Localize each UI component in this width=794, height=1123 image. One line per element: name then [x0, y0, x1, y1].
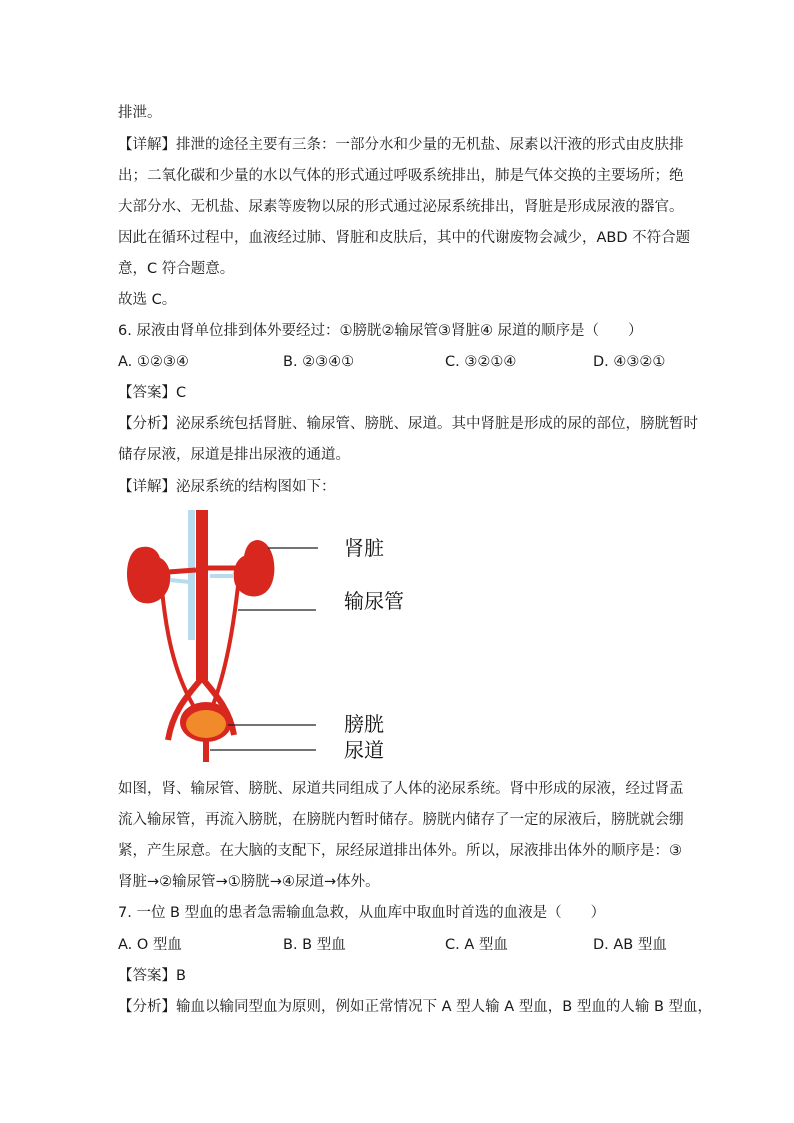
label-urethra: 尿道 [344, 738, 384, 762]
q6-option-c: C. ③②①④ [445, 354, 517, 370]
q7-option-b: B. B 型血 [283, 937, 346, 953]
text-line: 大部分水、无机盐、尿素等废物以尿的形式通过泌尿系统排出，肾脏是形成尿液的器官。 [118, 199, 684, 215]
aorta-vessel [196, 510, 208, 680]
text-line: 储存尿液，尿道是排出尿液的通道。 [118, 447, 350, 463]
q7-option-a: A. O 型血 [118, 937, 182, 953]
q6-option-d: D. ④③②① [593, 354, 666, 370]
text-line: 故选 C。 [118, 292, 177, 308]
text-line: 肾脏→②输尿管→①膀胱→④尿道→体外。 [118, 874, 380, 890]
answer-7: 【答案】B [118, 968, 186, 984]
label-ureter: 输尿管 [344, 589, 404, 613]
label-bladder: 膀胱 [344, 712, 384, 736]
answer-6: 【答案】C [118, 385, 187, 401]
question-6: 6. 尿液由肾单位排到体外要经过：①膀胱②输尿管③肾脏④ 尿道的顺序是（ ） [118, 323, 643, 339]
text-line: 意，C 符合题意。 [118, 261, 235, 277]
text-line: 流入输尿管，再流入膀胱，在膀胱内暂时储存。膀胱内储存了一定的尿液后，膀胱就会绷 [118, 812, 684, 828]
q6-option-b: B. ②③④① [283, 354, 355, 370]
text-line: 紧，产生尿意。在大脑的支配下，尿经尿道排出体外。所以，尿液排出体外的顺序是：③ [118, 843, 682, 859]
label-kidney: 肾脏 [344, 536, 384, 560]
text-line: 如图，肾、输尿管、膀胱、尿道共同组成了人体的泌尿系统。肾中形成的尿液，经过肾盂 [118, 781, 684, 797]
q6-option-a: A. ①②③④ [118, 354, 189, 370]
text-line: 排泄。 [118, 105, 162, 121]
urethra [203, 740, 209, 762]
text-line: 【详解】泌尿系统的结构图如下： [118, 479, 336, 495]
urinary-system-figure [118, 510, 418, 762]
vena-cava-vessel [188, 510, 195, 640]
right-ureter [213, 586, 238, 705]
q7-option-d: D. AB 型血 [593, 937, 667, 953]
text-line: 【分析】输血以输同型血为原则，例如正常情况下 A 型人输 A 型血，B 型血的人输 B 型血， [118, 999, 712, 1015]
q7-option-c: C. A 型血 [445, 937, 508, 953]
text-line: 因此在循环过程中，血液经过肺、肾脏和皮肤后，其中的代谢废物会减少，ABD 不符合题 [118, 230, 691, 246]
text-line: 出；二氧化碳和少量的水以气体的形式通过呼吸系统排出，肺是气体交换的主要场所；绝 [118, 168, 684, 184]
text-line: 【详解】排泄的途径主要有三条：一部分水和少量的无机盐、尿素以汗液的形式由皮肤排 [118, 137, 684, 153]
text-line: 【分析】泌尿系统包括肾脏、输尿管、膀胱、尿道。其中肾脏是形成的尿的部位，膀胱暂时 [118, 416, 698, 432]
question-7: 7. 一位 B 型血的患者急需输血急救，从血库中取血时首选的血液是（ ） [118, 905, 606, 921]
